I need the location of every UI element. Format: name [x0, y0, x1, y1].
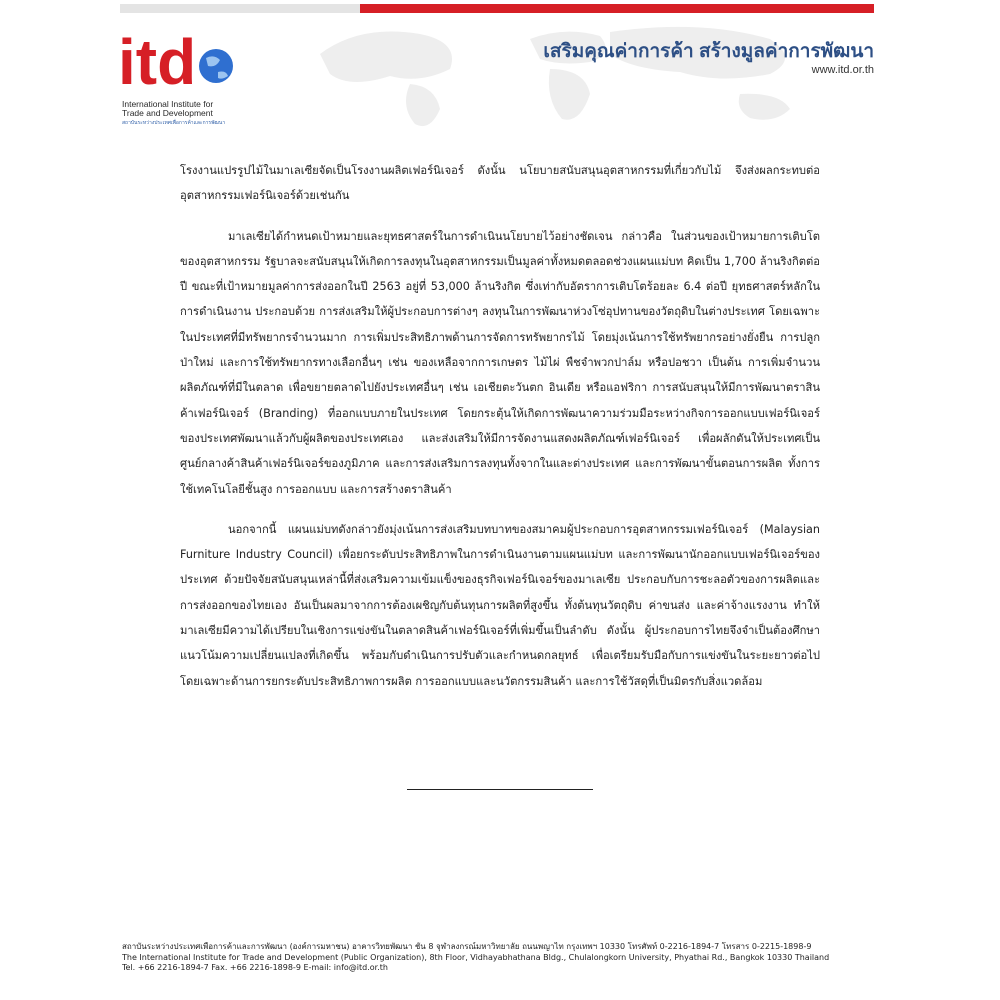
logo-line-2: Trade and Development — [122, 108, 213, 118]
header-bar-red-segment — [360, 4, 874, 13]
header-color-bar — [120, 4, 874, 13]
paragraph-2: มาเลเซียได้กำหนดเป้าหมายและยุทธศาสตร์ในการดำเนินนโยบายไว้อย่างชัดเจน กล่าวคือ ในส่วนของเป้าหมายการเติบโตของอุตสาหกรรม รัฐบาลจะสนับสนุนให้เกิดการลงทุนในอุตสาหกรรมเป็นมูลค่าทั้งหมดตลอดช่วงแผนแม่บท คิดเป็น 1,700 ล้านริงกิตต่อปี ขณะที่เป้าหมายมูลค่าการส่งออกในปี 2563 อยู่ที่ 53,000 ล้านริงกิต ซึ่งเท่ากับอัตราการเติบโตร้อยละ 6.4 ต่อปี ยุทธศาสตร์หลักในการดำเนินงาน ประกอบด้วย การส่งเสริมให้ผู้ประกอบการต่างๆ ลงทุนในการพัฒนาห่วงโซ่อุปทานของวัตถุดิบในต่างประเทศ โดยเฉพาะในประเทศที่มีทรัพยากรจำนวนมาก การเพิ่มประสิทธิภาพด้านการจัดการทรัพยากรไม้ โดยมุ่งเน้นการใช้ทรัพยากรอย่างยั่งยืน การปลูกป่าใหม่ และการใช้ทรัพยากรทางเลือกอื่นๆ เช่น ของเหลือจากการเกษตร ไม้ไผ่ พืชจำพวกปาล์ม หรือปอชวา เป็นต้น การเพิ่มจำนวนผลิตภัณฑ์ที่มีในตลาด เพื่อขยายตลาดไปยังประเทศอื่นๆ เช่น เอเชียตะวันตก อินเดีย หรือแอฟริกา การสนับสนุนให้มีการพัฒนาตราสินค้าเฟอร์นิเจอร์ (Branding) ที่ออกแบบภายในประเทศ โดยกระตุ้นให้เกิดการพัฒนาความร่วมมือระหว่างกิจการออกแบบเฟอร์นิเจอร์ของประเทศพัฒนาแล้วกับผู้ผลิตของประเทศเอง และส่งเสริมให้มีการจัดงานแสดงผลิตภัณฑ์เฟอร์นิเจอร์ เพื่อผลักดันให้ประเทศเป็นศูนย์กลางค้าสินค้าเฟอร์นิเจอร์ของภูมิภาค และการส่งเสริมการลงทุนทั้งจากในและต่างประเทศ และการพัฒนาขั้นตอนการผลิต ทั้งการใช้เทคโนโลยีชั้นสูง การออกแบบ และการสร้างตราสินค้า — [180, 229, 820, 496]
globe-icon — [199, 49, 233, 83]
logo-line-1: International Institute for — [122, 99, 214, 109]
website-link[interactable]: www.itd.or.th — [811, 64, 874, 76]
footer-address — [122, 942, 878, 974]
header-bar-gray-segment — [120, 4, 360, 13]
itd-logo-mark — [118, 28, 248, 98]
header-slogan: เสริมคุณค่าการค้า สร้างมูลค่าการพัฒนา — [543, 41, 874, 62]
logo-line-3: สถาบันระหว่างประเทศเพื่อการค้าและการพัฒนา — [122, 120, 226, 126]
footer-line-english-address: The International Institute for Trade and Development (Public Organization), 8th Floor, Vidhayabhathana Bldg., Chulalongkorn University, Phyathai Rd., Bangkok 10330 Thailand — [122, 952, 830, 962]
footer-line-contact: Tel. +66 2216-1894-7 Fax. +66 2216-1898-9 E-mail: info@itd.or.th — [122, 963, 388, 973]
paragraph-3: นอกจากนี้ แผนแม่บทดังกล่าวยังมุ่งเน้นการส่งเสริมบทบาทของสมาคมผู้ประกอบการอุตสาหกรรมเฟอร์นิเจอร์ (Malaysian Furniture Industry Council) เพื่อยกระดับประสิทธิภาพในการดำเนินงานตามแผนแม่บท และการพัฒนานักออกแบบเฟอร์นิเจอร์ของประเทศ ด้วยปัจจัยสนับสนุนเหล่านี้ที่ส่งเสริมความเข้มแข็งของธุรกิจเฟอร์นิเจอร์ของมาเลเซีย ประกอบกับการชะลอตัวของการผลิตและการส่งออกของไทยเอง อันเป็นผลมาจากการต้องเผชิญกับต้นทุนการผลิตที่สูงขึ้น ทั้งต้นทุนวัตถุดิบ ค่าขนส่ง และค่าจ้างแรงงาน ทำให้มาเลเซียมีความได้เปรียบในเชิงการแข่งขันในตลาดสินค้าเฟอร์นิเจอร์ที่เพิ่มขึ้นเป็นลำดับ ดังนั้น ผู้ประกอบการไทยจึงจำเป็นต้องศึกษาแนวโน้มความเปลี่ยนแปลงที่เกิดขึ้น พร้อมกับดำเนินการปรับตัวและกำหนดกลยุทธ์ เพื่อเตรียมรับมือกับการแข่งขันในระยะยาวต่อไป โดยเฉพาะด้านการยกระดับประสิทธิภาพการผลิต การออกแบบและนวัตกรรมสินค้า และการใช้วัสดุที่เป็นมิตรกับสิ่งแวดล้อม — [180, 522, 820, 688]
document-body — [180, 158, 820, 709]
logo-wordmark: itd — [118, 28, 197, 98]
paragraph-1: โรงงานแปรรูปไม้ในมาเลเซียจัดเป็นโรงงานผลิตเฟอร์นิเจอร์ ดังนั้น นโยบายสนับสนุนอุตสาหกรรมที่เกี่ยวกับไม้ จึงส่งผลกระทบต่ออุตสาหกรรมเฟอร์นิเจอร์ด้วยเช่นกัน — [180, 164, 820, 203]
footer-line-thai-address: สถาบันระหว่างประเทศเพื่อการค้าและการพัฒนา (องค์การมหาชน) อาคารวิทยพัฒนา ชั้น 8 จุฬาลงกรณ์มหาวิทยาลัย ถนนพญาไท กรุงเทพฯ 10330 โทรศัพท์ 0-2216-1894-7 โทรสาร 0-2215-1898-9 — [122, 942, 812, 951]
world-map-watermark — [300, 14, 880, 134]
itd-logo[interactable] — [118, 28, 258, 140]
section-separator-line — [407, 789, 593, 790]
